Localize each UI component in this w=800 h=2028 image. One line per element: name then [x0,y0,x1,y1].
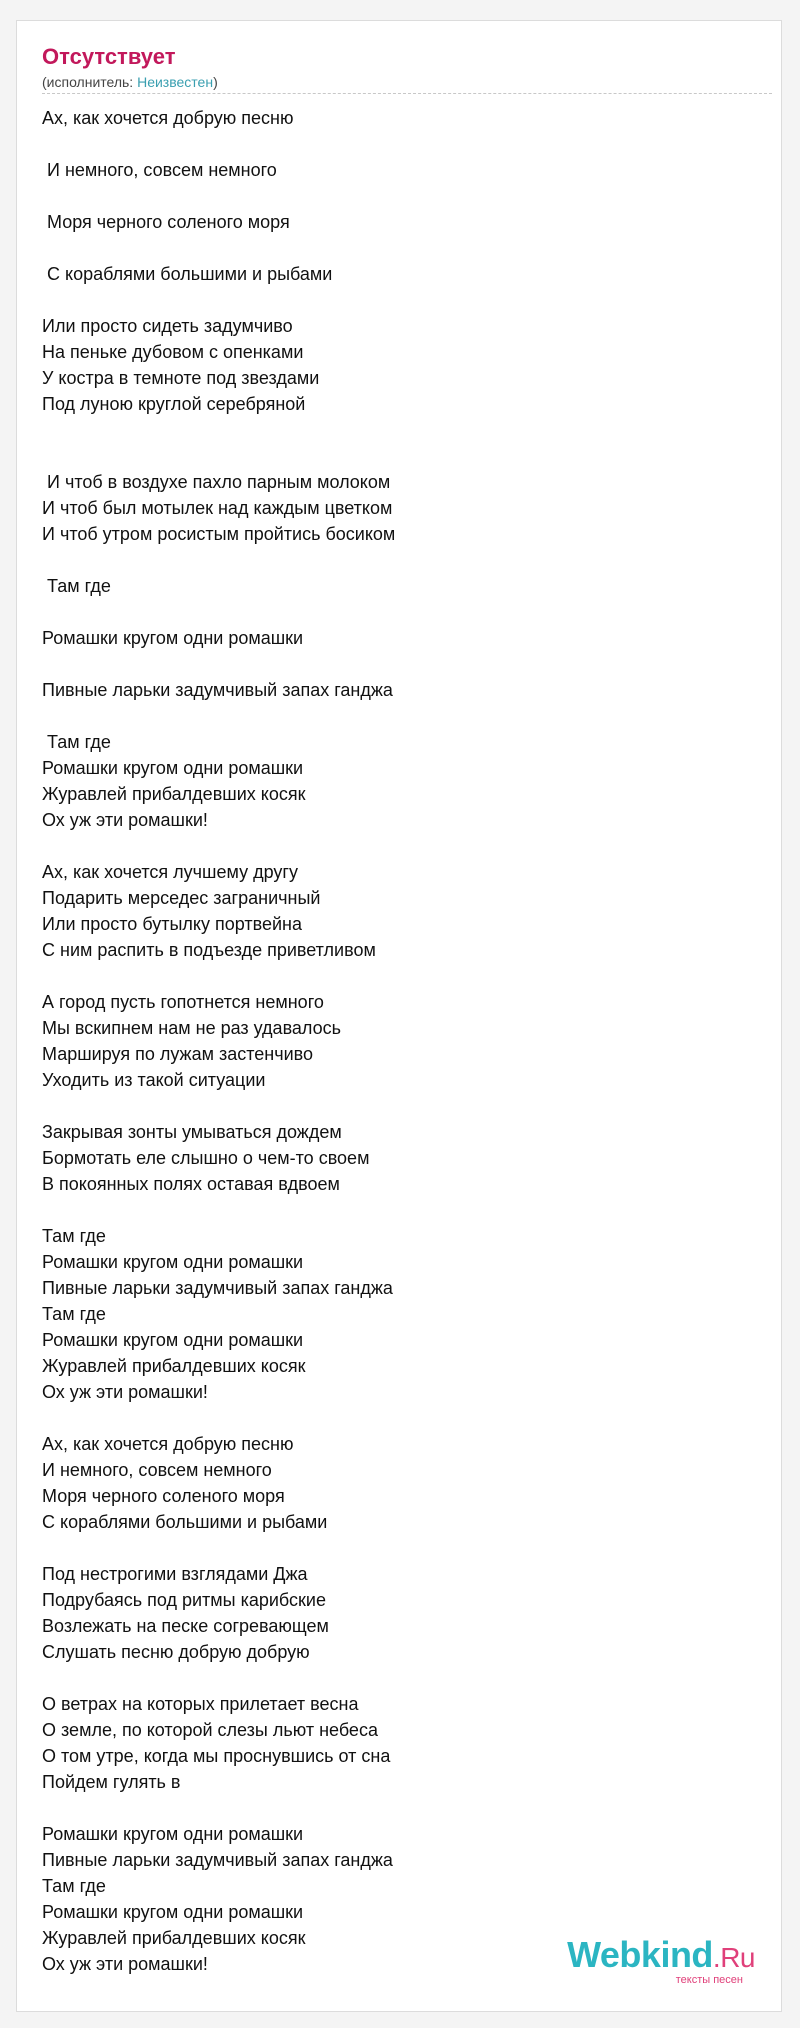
artist-suffix: ) [213,74,218,90]
song-header [42,43,772,91]
lyrics-card [16,20,782,2012]
header-divider [42,93,772,94]
artist-line [42,73,772,91]
song-title: Отсутствует [42,44,176,69]
logo-tagline: тексты песен [675,1974,743,1986]
artist-link[interactable]: Неизвестен [137,74,214,90]
artist-prefix: (исполнитель: [42,74,138,90]
site-logo[interactable] [555,1935,755,1991]
logo-tld: .Ru [712,1942,755,1973]
logo-wordmark [555,1935,755,1978]
logo-name: Webkind [567,1934,713,1975]
lyrics-text: Ах, как хочется добрую песню И немного, совсем немного Моря черного соленого моря С кораблями большими и рыбами Или просто сидеть задумчиво На пеньке дубовом с опенками У костра в темноте под звездами Под луною круглой серебряной И чтоб в воздухе пахло парным молоком И чтоб был мотылек над каждым цветком И чтоб утром росистым пройтись босиком Там где Ромашки кругом одни ромашки Пивные ларьки задумчивый запах ганджа Там где Ромашки кругом одни ромашки Журавлей прибалдевших косяк Ох уж эти ромашки! Ах, как хочется лучшему другу Подарить мерседес заграничный Или просто бутылку портвейна С ним распить в подъезде приветливом А город пусть гопотнется немного Мы вскипнем нам не раз удавалось Маршируя по лужам застенчиво Уходить из такой ситуации Закрывая зонты умываться дождем Бормотать еле слышно о чем-то своем В покоянных полях оставая вдвоем Там где Ромашки кругом одни ромашки Пивные ларьки задумчивый запах ганджа Там где Ромашки кругом одни ромашки Журавлей прибалдевших косяк Ох уж эти ромашки! Ах, как хочется добрую песню И немного, совсем немного Моря черного соленого моря С кораблями большими и рыбами Под нестрогими взглядами Джа Подрубаясь под ритмы карибские Возлежать на песке согревающем Слушать песню добрую добрую О ветрах на которых прилетает весна О земле, по которой слезы льют небеса О том утре, когда мы проснувшись от сна Пойдем гулять в Ромашки кругом одни ромашки Пивные ларьки задумчивый запах ганджа Там где Ромашки кругом одни ромашки Журавлей прибалдевших косяк Ох уж эти ромашки! [42,108,396,1974]
